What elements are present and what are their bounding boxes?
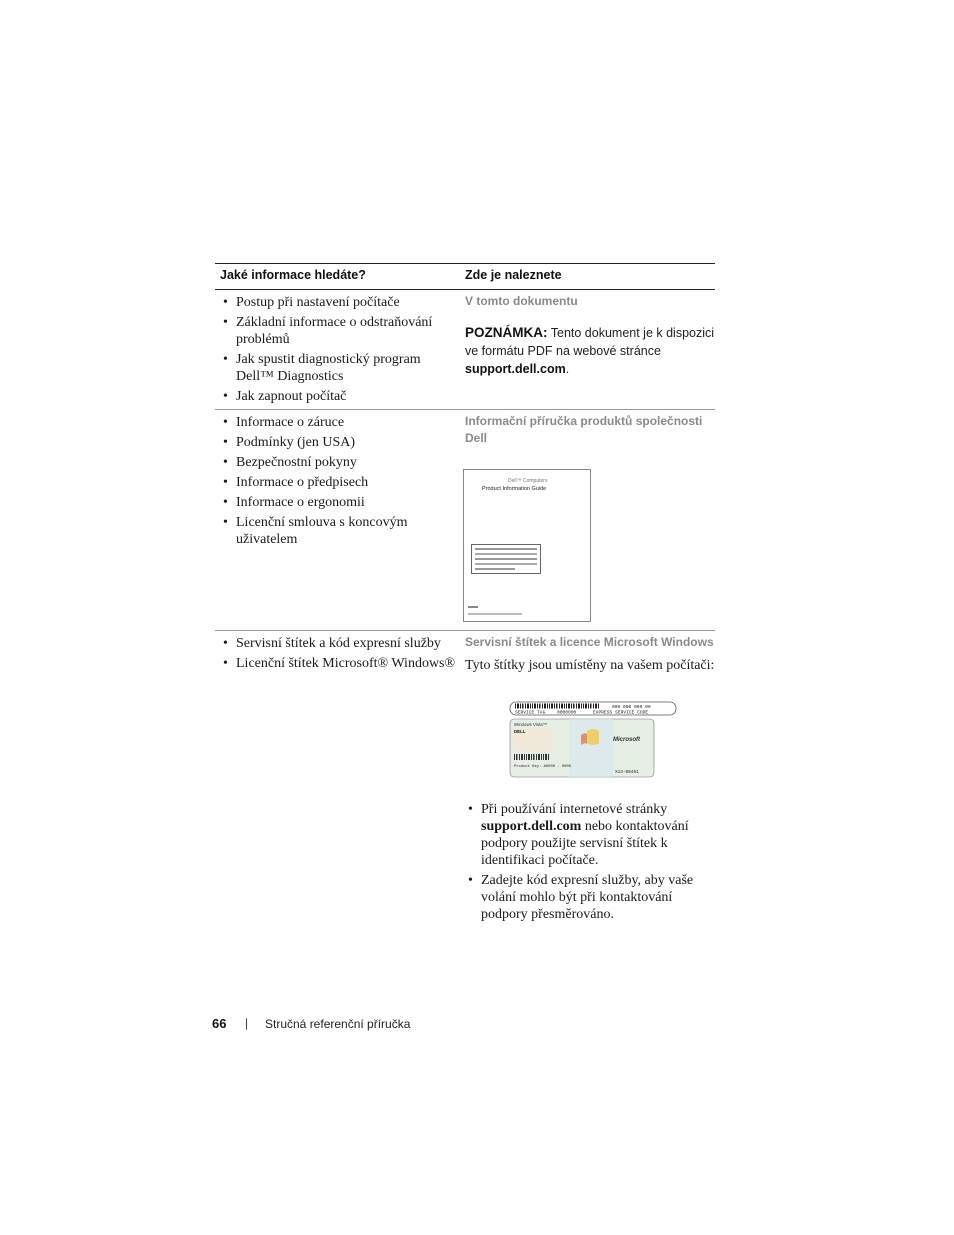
product-guide-thumbnail bbox=[463, 469, 591, 622]
list-item: • Základní informace o odstraňování problémů bbox=[220, 314, 460, 348]
table-row bbox=[215, 410, 715, 631]
note-text: Tento dokument je k dispozici ve formátu PDF na webové stránce bbox=[465, 326, 715, 358]
row-source bbox=[465, 293, 715, 378]
list-item: • Podmínky (jen USA) bbox=[220, 434, 460, 451]
footer-title: Stručná referenční příručka bbox=[265, 1017, 411, 1031]
note-block bbox=[465, 324, 715, 378]
header-where: Zde je naleznete bbox=[465, 268, 562, 282]
usage-list bbox=[465, 801, 715, 923]
row-source bbox=[465, 413, 715, 447]
list-item: • Servisní štítek a kód expresní služby bbox=[220, 635, 460, 652]
page-number: 66 bbox=[212, 1016, 227, 1031]
coa-product-key: Product Key: A0000 - 0000 bbox=[514, 765, 571, 769]
coa-microsoft: Microsoft bbox=[613, 737, 640, 743]
row-items bbox=[220, 414, 460, 551]
list-item: • Informace o ergonomii bbox=[220, 494, 460, 511]
row-source bbox=[465, 634, 715, 926]
row-items bbox=[220, 635, 460, 675]
coa-code: X13-00451 bbox=[615, 770, 639, 775]
list-item: • Bezpečnostní pokyny bbox=[220, 454, 460, 471]
support-link[interactable]: support.dell.com bbox=[481, 819, 582, 834]
list-item: • Při používání internetové stránky support.dell.com nebo kontaktování podpory použijte servisní štítek k identifikaci počítače. bbox=[465, 801, 715, 869]
service-tag-value: 0000000 bbox=[557, 710, 577, 716]
thumb-title: Product Information Guide bbox=[482, 486, 547, 492]
coa-product: Windows Vista™ bbox=[514, 722, 548, 727]
table-row bbox=[215, 290, 715, 410]
thumb-notice-box bbox=[471, 544, 541, 574]
list-item: • Jak zapnout počítač bbox=[220, 388, 460, 405]
list-item: • Postup při nastavení počítače bbox=[220, 294, 460, 311]
table-row bbox=[215, 631, 715, 961]
coa-brand: DELL bbox=[514, 729, 526, 734]
support-link[interactable]: support.dell.com bbox=[465, 362, 566, 376]
service-labels-image bbox=[509, 701, 677, 781]
list-item: • Jak spustit diagnostický program Dell™ Diagnostics bbox=[220, 351, 460, 385]
note-end: . bbox=[565, 362, 570, 376]
section-title: Servisní štítek a licence Microsoft Windows bbox=[465, 635, 714, 649]
express-code-value: 000 000 000 00 bbox=[612, 705, 651, 710]
list-item: • Licenční štítek Microsoft® Windows® bbox=[220, 655, 460, 672]
service-tag-text: SERVICE TAG bbox=[515, 710, 546, 716]
express-code-text: EXPRESS SERVICE CODE bbox=[593, 710, 649, 716]
thumb-brand: Dell™ Computers bbox=[508, 478, 548, 484]
table-header bbox=[215, 263, 715, 290]
footer-separator: | bbox=[245, 1016, 249, 1030]
header-what: Jaké informace hledáte? bbox=[220, 268, 366, 282]
service-tag-and-coa-icon bbox=[509, 701, 677, 781]
labels-intro: Tyto štítky jsou umístěny na vašem počítači: bbox=[465, 658, 715, 673]
section-title: Informační příručka produktů společnosti Dell bbox=[465, 414, 703, 445]
info-table bbox=[215, 263, 715, 961]
list-item: • Informace o záruce bbox=[220, 414, 460, 431]
note-label: POZNÁMKA: bbox=[465, 325, 548, 340]
section-title: V tomto dokumentu bbox=[465, 294, 578, 308]
list-item: • Licenční smlouva s koncovým uživatelem bbox=[220, 514, 460, 548]
list-item: • Informace o předpisech bbox=[220, 474, 460, 491]
page-footer bbox=[212, 1016, 612, 1036]
row-items bbox=[220, 294, 460, 408]
list-item: • Zadejte kód expresní služby, aby vaše volání mohlo být při kontaktování podpory přesměrováno. bbox=[465, 872, 715, 923]
